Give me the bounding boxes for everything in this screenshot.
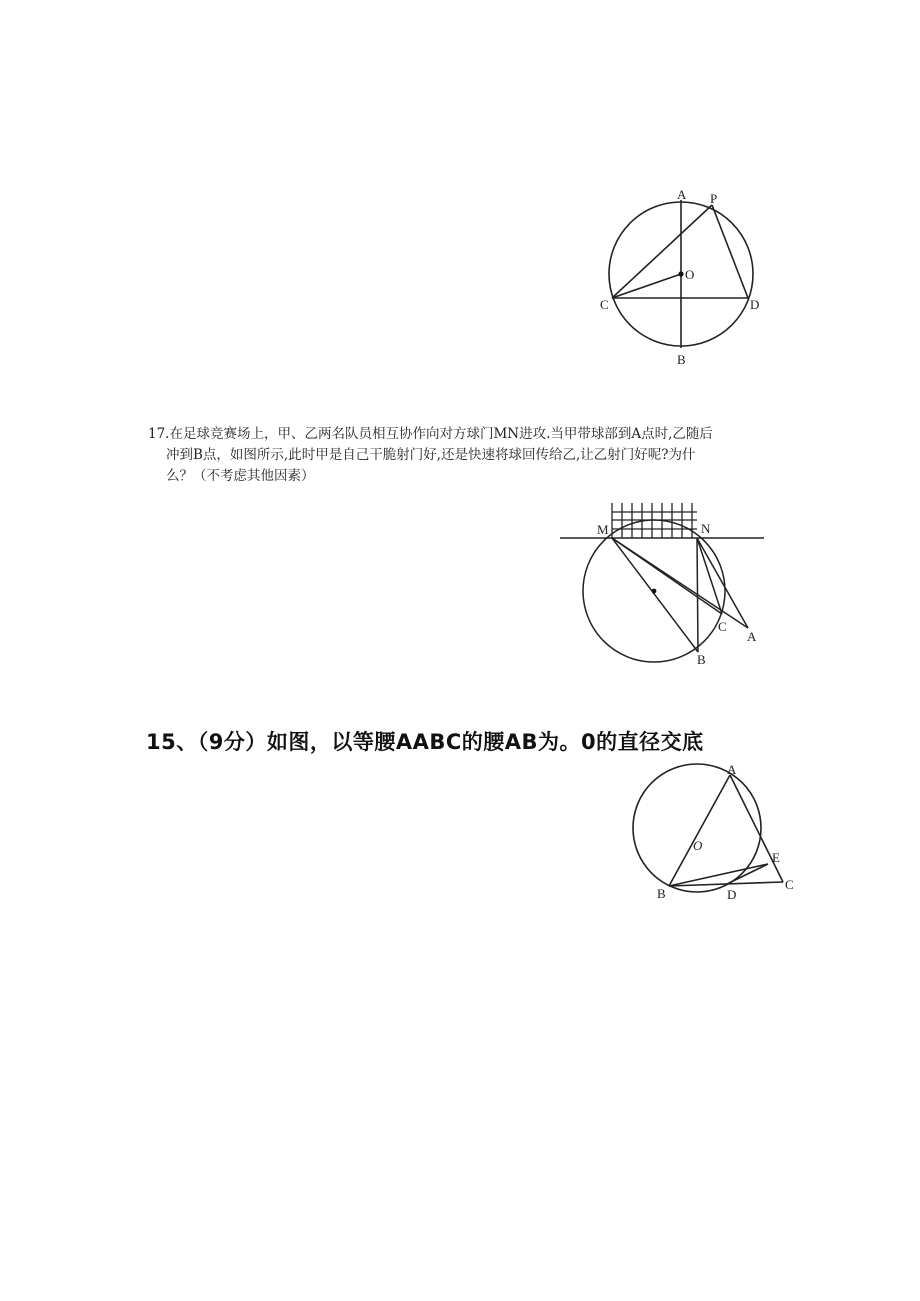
label-d: D (750, 297, 760, 312)
center-point (678, 271, 683, 276)
label-b: B (697, 652, 706, 667)
label-d: D (727, 887, 737, 902)
label-b: B (657, 886, 666, 901)
question-17-line1: 17.在足球竞赛场上，甲、乙两名队员相互协作向对方球门MN进攻.当甲带球部到A点时,乙随后 (148, 426, 713, 442)
figure-isosceles-triangle (626, 756, 801, 904)
segment-co (612, 274, 681, 298)
segment-pd (712, 205, 748, 298)
label-c: C (785, 877, 794, 892)
segment-na (697, 538, 748, 628)
question-15: 15、（9分）如图，以等腰AABC的腰AB为。0的直径交底 (146, 730, 704, 754)
label-p: P (710, 191, 718, 206)
label-e: E (772, 850, 780, 865)
circle-center-point (652, 589, 657, 594)
figure-soccer-goal (556, 496, 771, 671)
label-a: A (747, 629, 757, 644)
label-o: O (693, 838, 703, 853)
label-o: O (685, 267, 695, 282)
label-c: C (600, 297, 609, 312)
segment-cp (612, 205, 712, 298)
question-17-line3: 么？（不考虑其他因素） (166, 468, 315, 484)
label-m: M (597, 522, 609, 537)
segment-mb (612, 538, 698, 652)
label-a: A (727, 762, 737, 777)
circle-o (633, 764, 761, 892)
figure-soccer-goal-svg (556, 496, 771, 671)
segment-mc (612, 538, 722, 614)
label-b: B (677, 352, 686, 367)
label-n: N (701, 521, 711, 536)
diameter-ab (669, 775, 730, 886)
label-a: A (677, 187, 687, 202)
figure-circle-pcd (596, 184, 776, 374)
question-17 (148, 424, 788, 487)
figure-circle-pcd-svg (596, 184, 776, 374)
question-17-line2: 冲到B点，如图所示,此时甲是自己干脆射门好,还是快速将球回传给乙,让乙射门好呢?为什 (166, 447, 696, 463)
figure-isosceles-triangle-svg (626, 756, 801, 904)
label-c: C (718, 619, 727, 634)
